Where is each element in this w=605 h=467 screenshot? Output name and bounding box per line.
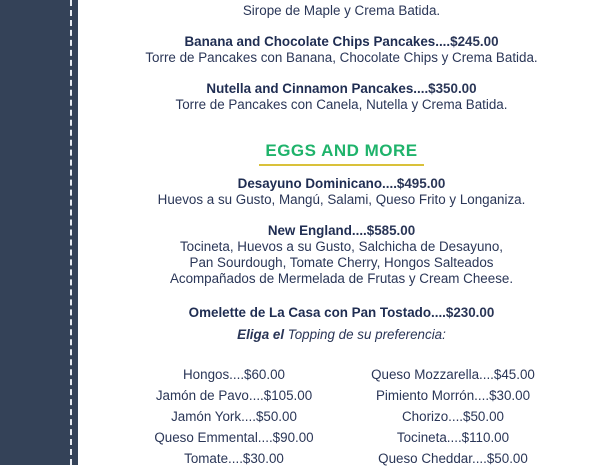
topping-prompt-rest: Topping de su preferencia:: [284, 327, 446, 342]
topping-item: Hongos....$60.00: [183, 367, 285, 382]
menu-item-title: [78, 176, 605, 192]
topping-item: Chorizo....$50.00: [402, 409, 504, 424]
topping-item: Jamón York....$50.00: [171, 409, 297, 424]
item-price: ....$350.00: [413, 81, 477, 96]
topping-prompt-bold: Eliga el: [237, 327, 285, 342]
item-price: ....$230.00: [431, 305, 495, 320]
menu-item-title: [78, 305, 605, 321]
section-heading: [78, 140, 605, 166]
item-name: Nutella and Cinnamon Pancakes: [206, 81, 414, 96]
item-price: ....$245.00: [435, 34, 499, 49]
topping-prompt: [78, 327, 605, 343]
topping-item: Jamón de Pavo....$105.00: [155, 388, 313, 403]
item-description: Torre de Pancakes con Canela, Nutella y Crema Batida.: [175, 97, 508, 112]
topping-item: Pimiento Morrón....$30.00: [375, 388, 531, 403]
decorative-side-strip: [0, 0, 78, 465]
topping-item: Queso Cheddar....$50.00: [378, 451, 528, 466]
item-description: Sirope de Maple y Crema Batida.: [242, 3, 441, 18]
menu-item-title: [78, 34, 605, 50]
topping-item: Queso Mozzarella....$45.00: [371, 367, 535, 382]
item-description: Torre de Pancakes con Banana, Chocolate Chips y Crema Batida.: [145, 50, 538, 65]
stitch-divider: [70, 0, 72, 465]
section-heading-text: EGGS AND MORE: [259, 140, 423, 166]
item-price: ....$585.00: [351, 223, 416, 238]
item-name: Omelette de La Casa con Pan Tostado: [188, 305, 432, 320]
item-description: Pan Sourdough, Tomate Cherry, Hongos Salteados: [189, 255, 494, 270]
topping-item: Queso Emmental....$90.00: [154, 430, 314, 445]
topping-item: Tocineta....$110.00: [396, 430, 510, 445]
menu-item-title: [78, 81, 605, 97]
item-name: New England: [267, 223, 352, 238]
menu-item-title: [78, 223, 605, 239]
topping-item: Tomate....$30.00: [184, 451, 284, 466]
menu-page: [78, 0, 605, 465]
item-description: Huevos a su Gusto, Mangú, Salami, Queso Frito y Longaniza.: [157, 192, 526, 207]
item-description: Tocineta, Huevos a su Gusto, Salchicha de Desayuno,: [179, 239, 504, 254]
item-description: Acompañados de Mermelada de Frutas y Cream Cheese.: [169, 271, 514, 286]
item-name: Desayuno Dominicano: [237, 176, 383, 191]
item-name: Banana and Chocolate Chips Pancakes: [184, 34, 436, 49]
item-price: ....$495.00: [382, 176, 446, 191]
